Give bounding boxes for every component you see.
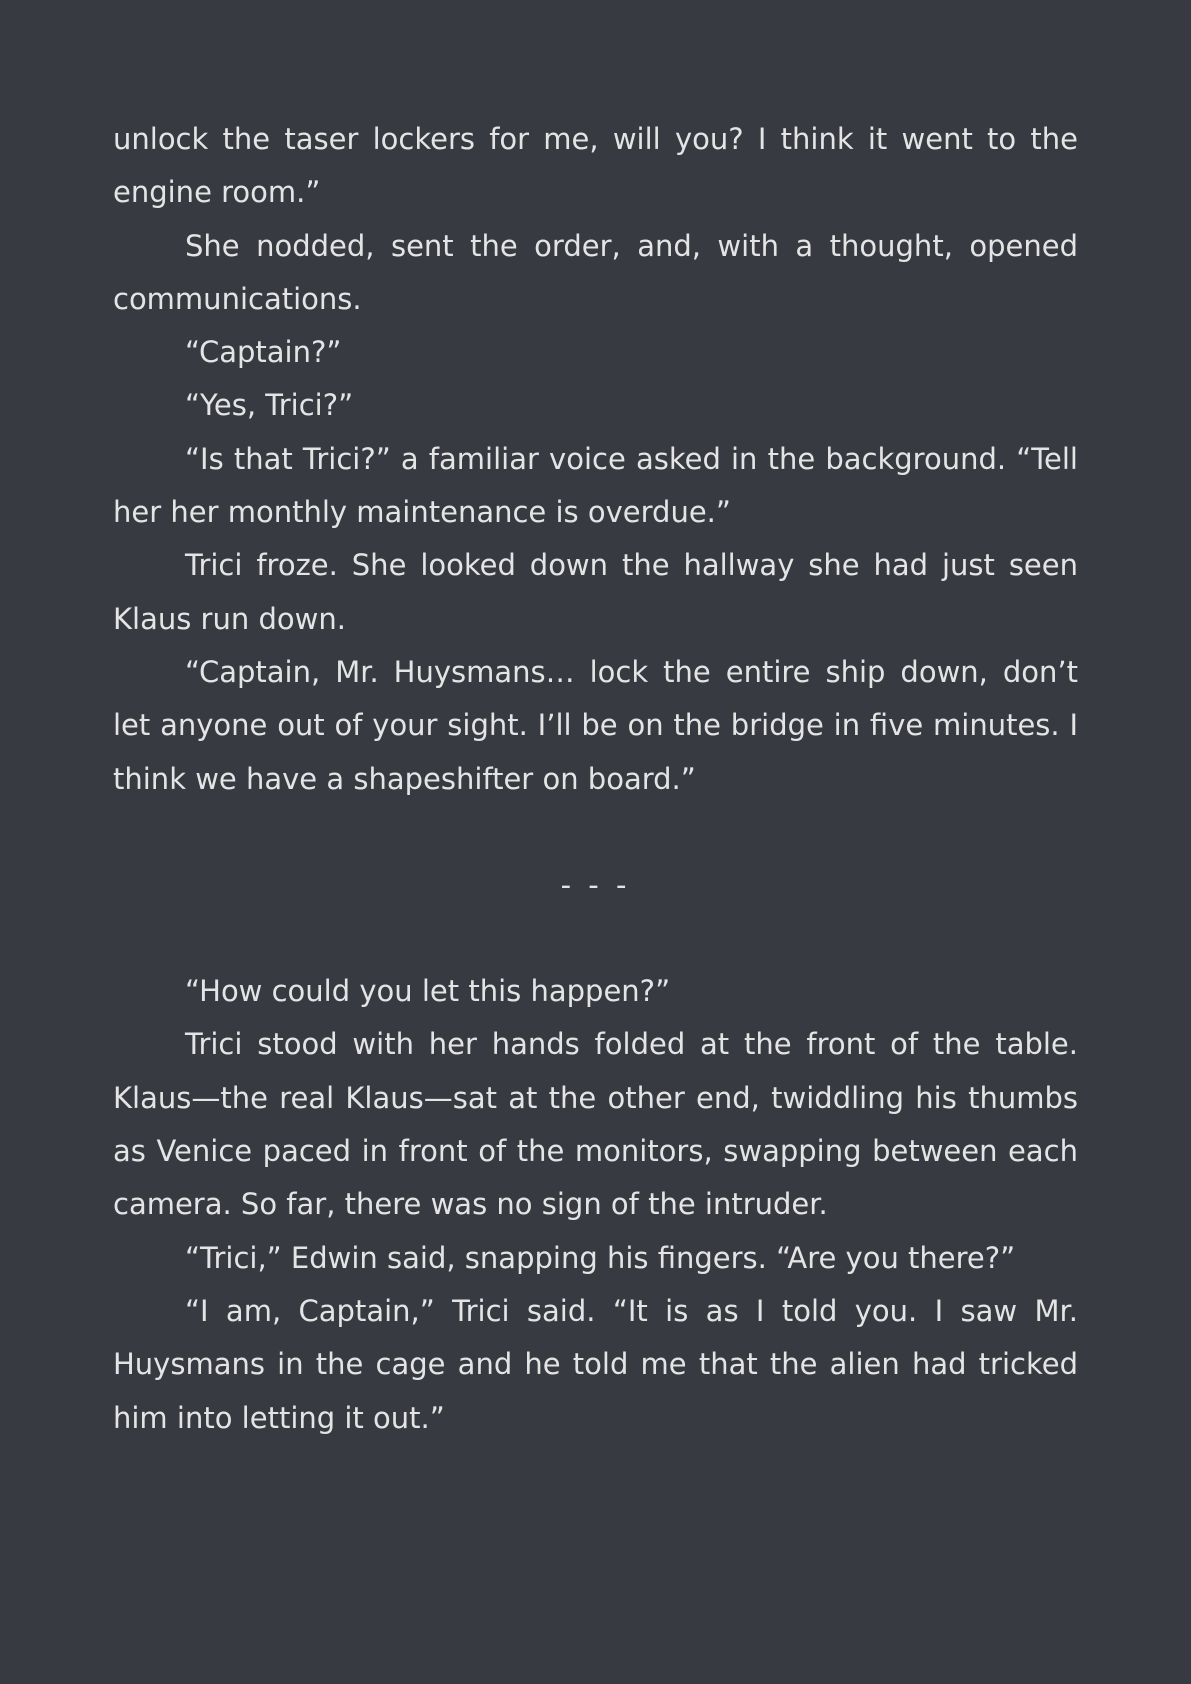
paragraph: Trici stood with her hands folded at the front of the table. Klaus—the real Klaus—sat at the other end, twiddling his thumbs as Venice paced in front of the monitors, swapping between each camera. So far, there was no sign of the intruder. bbox=[113, 1027, 1078, 1222]
paragraph: “I am, Captain,” Trici said. “It is as I told you. I saw Mr. Huysmans in the cage and he told me that the alien had tricked him into letting it out.” bbox=[113, 1293, 1078, 1435]
paragraph: “Yes, Trici?” bbox=[185, 388, 354, 423]
paragraph: “Is that Trici?” a familiar voice asked in the background. “Tell her her monthly maintenance is overdue.” bbox=[113, 441, 1078, 530]
paragraph: “Trici,” Edwin said, snapping his fingers. “Are you there?” bbox=[185, 1240, 1016, 1275]
paragraph: unlock the taser lockers for me, will you? I think it went to the engine room.” bbox=[113, 122, 1078, 210]
paragraph: “Captain?” bbox=[185, 335, 342, 370]
scene-break: - - - bbox=[560, 867, 631, 902]
paragraph: “Captain, Mr. Huysmans… lock the entire ship down, don’t let anyone out of your sight. I’ll be on the bridge in five minutes. I think we have a shapeshifter on board.” bbox=[113, 654, 1078, 796]
paragraph: “How could you let this happen?” bbox=[185, 974, 671, 1009]
text-section-2 bbox=[113, 965, 1078, 1445]
paragraph: Trici froze. She looked down the hallway she had just seen Klaus run down. bbox=[113, 548, 1078, 636]
text-section-1 bbox=[113, 113, 1078, 806]
paragraph: She nodded, sent the order, and, with a thought, opened communications. bbox=[113, 228, 1078, 316]
